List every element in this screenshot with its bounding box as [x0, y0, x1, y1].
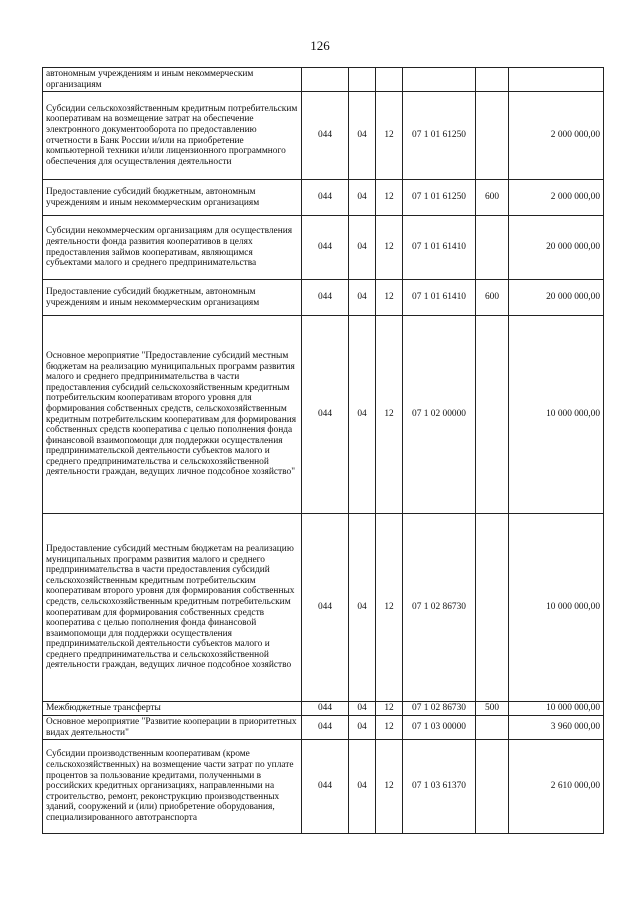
- expense-type-cell: 600: [476, 280, 509, 316]
- page-number: 126: [310, 38, 330, 53]
- expense-type-cell: [476, 316, 509, 514]
- item-name-cell: Основное мероприятие "Предоставление субсидий местным бюджетам на реализацию муниципальных программ развития малого и среднего предпринимательства в части предоставления субсидий сельскохозяйственным кредитным потребительским кооперативам второго уровня для формирования собственных средств, сельскохозяйственным кредитным потребительским кооперативам для формирования собственных средств кооператива с целью пополнения фонда финансовой взаимопомощи для поддержки осуществления предпринимательской деятельности субъектов малого и среднего предпринимательства и сельскохозяйственной деятельности граждан, ведущих личное подсобное хозяйство": [43, 316, 302, 514]
- ministry-code-cell: [302, 68, 349, 92]
- target-article-cell: 07 1 01 61250: [403, 180, 476, 216]
- expense-type-cell: [476, 740, 509, 834]
- section-code-cell: 04: [349, 180, 376, 216]
- target-article-cell: 07 1 02 86730: [403, 702, 476, 716]
- subsection-code-cell: 12: [376, 216, 403, 280]
- item-name-cell: Предоставление субсидий местным бюджетам на реализацию муниципальных программ развития малого и среднего предпринимательства в части предоставления субсидий сельскохозяйственным кредитным потребительским кооперативам второго уровня для формирования собственных средств, сельскохозяйственным кредитным потребительским кооперативам для формирования собственных средств кооператива с целью пополнения фонда финансовой взаимопомощи для поддержки осуществления предпринимательской деятельности субъектов малого и среднего предпринимательства и сельскохозяйственной деятельности граждан, ведущих личное подсобное хозяйство: [43, 514, 302, 702]
- item-name-cell: Субсидии некоммерческим организациям для осуществления деятельности фонда развития кооперативов в целях предоставления займов кооперативам, являющимся субъектами малого и среднего предпринимательства: [43, 216, 302, 280]
- section-code-cell: 04: [349, 716, 376, 740]
- table-row: [43, 180, 604, 216]
- subsection-code-cell: 12: [376, 180, 403, 216]
- expense-type-cell: [476, 92, 509, 180]
- ministry-code-cell: 044: [302, 316, 349, 514]
- subsection-code-cell: 12: [376, 702, 403, 716]
- section-code-cell: 04: [349, 280, 376, 316]
- amount-cell: 2 610 000,00: [509, 740, 604, 834]
- item-name-cell: Субсидии производственным кооперативам (кроме сельскохозяйственных) на возмещение части затрат по уплате процентов за пользование кредитами, полученными в российских кредитных организациях, направленными на строительство, ремонт, реконструкцию производственных зданий, сооружений и (или) приобретение оборудования, специализированного автотранспорта: [43, 740, 302, 834]
- expense-type-cell: [476, 68, 509, 92]
- subsection-code-cell: 12: [376, 716, 403, 740]
- item-name-cell: Субсидии сельскохозяйственным кредитным потребительским кооперативам на возмещение затрат на обеспечение электронного документооборота по предоставлению отчетности в Банк России и/или на приобретение компьютерной техники и/или лицензионного программного обеспечения для осуществления деятельности: [43, 92, 302, 180]
- expense-type-cell: 600: [476, 180, 509, 216]
- item-name-cell: автономным учреждениям и иным некоммерческим организациям: [43, 68, 302, 92]
- section-code-cell: [349, 68, 376, 92]
- target-article-cell: 07 1 03 61370: [403, 740, 476, 834]
- target-article-cell: 07 1 02 00000: [403, 316, 476, 514]
- section-code-cell: 04: [349, 514, 376, 702]
- subsection-code-cell: 12: [376, 316, 403, 514]
- amount-cell: 20 000 000,00: [509, 280, 604, 316]
- expense-type-cell: 500: [476, 702, 509, 716]
- subsection-code-cell: [376, 68, 403, 92]
- item-name-cell: Предоставление субсидий бюджетным, автономным учреждениям и иным некоммерческим организациям: [43, 280, 302, 316]
- target-article-cell: 07 1 01 61250: [403, 92, 476, 180]
- amount-cell: 3 960 000,00: [509, 716, 604, 740]
- target-article-cell: 07 1 02 86730: [403, 514, 476, 702]
- section-code-cell: 04: [349, 92, 376, 180]
- table-row: [43, 280, 604, 316]
- amount-cell: 10 000 000,00: [509, 316, 604, 514]
- target-article-cell: 07 1 01 61410: [403, 280, 476, 316]
- ministry-code-cell: 044: [302, 216, 349, 280]
- expense-type-cell: [476, 514, 509, 702]
- table-row: [43, 716, 604, 740]
- section-code-cell: 04: [349, 740, 376, 834]
- budget-table: [42, 67, 604, 834]
- ministry-code-cell: 044: [302, 280, 349, 316]
- subsection-code-cell: 12: [376, 92, 403, 180]
- table-row: [43, 68, 604, 92]
- item-name-cell: Предоставление субсидий бюджетным, автономным учреждениям и иным некоммерческим организациям: [43, 180, 302, 216]
- ministry-code-cell: 044: [302, 740, 349, 834]
- ministry-code-cell: 044: [302, 716, 349, 740]
- table-row: [43, 740, 604, 834]
- expense-type-cell: [476, 216, 509, 280]
- amount-cell: 2 000 000,00: [509, 180, 604, 216]
- amount-cell: [509, 68, 604, 92]
- subsection-code-cell: 12: [376, 280, 403, 316]
- amount-cell: 2 000 000,00: [509, 92, 604, 180]
- amount-cell: 20 000 000,00: [509, 216, 604, 280]
- amount-cell: 10 000 000,00: [509, 702, 604, 716]
- table-body: [43, 68, 604, 834]
- item-name-cell: Межбюджетные трансферты: [43, 702, 302, 716]
- item-name-cell: Основное мероприятие "Развитие кооперации в приоритетных видах деятельности": [43, 716, 302, 740]
- amount-cell: 10 000 000,00: [509, 514, 604, 702]
- ministry-code-cell: 044: [302, 702, 349, 716]
- subsection-code-cell: 12: [376, 740, 403, 834]
- target-article-cell: 07 1 03 00000: [403, 716, 476, 740]
- table-row: [43, 702, 604, 716]
- ministry-code-cell: 044: [302, 514, 349, 702]
- target-article-cell: 07 1 01 61410: [403, 216, 476, 280]
- target-article-cell: [403, 68, 476, 92]
- table-row: [43, 514, 604, 702]
- table-row: [43, 316, 604, 514]
- table-row: [43, 216, 604, 280]
- expense-type-cell: [476, 716, 509, 740]
- subsection-code-cell: 12: [376, 514, 403, 702]
- table-row: [43, 92, 604, 180]
- ministry-code-cell: 044: [302, 180, 349, 216]
- ministry-code-cell: 044: [302, 92, 349, 180]
- section-code-cell: 04: [349, 702, 376, 716]
- section-code-cell: 04: [349, 216, 376, 280]
- section-code-cell: 04: [349, 316, 376, 514]
